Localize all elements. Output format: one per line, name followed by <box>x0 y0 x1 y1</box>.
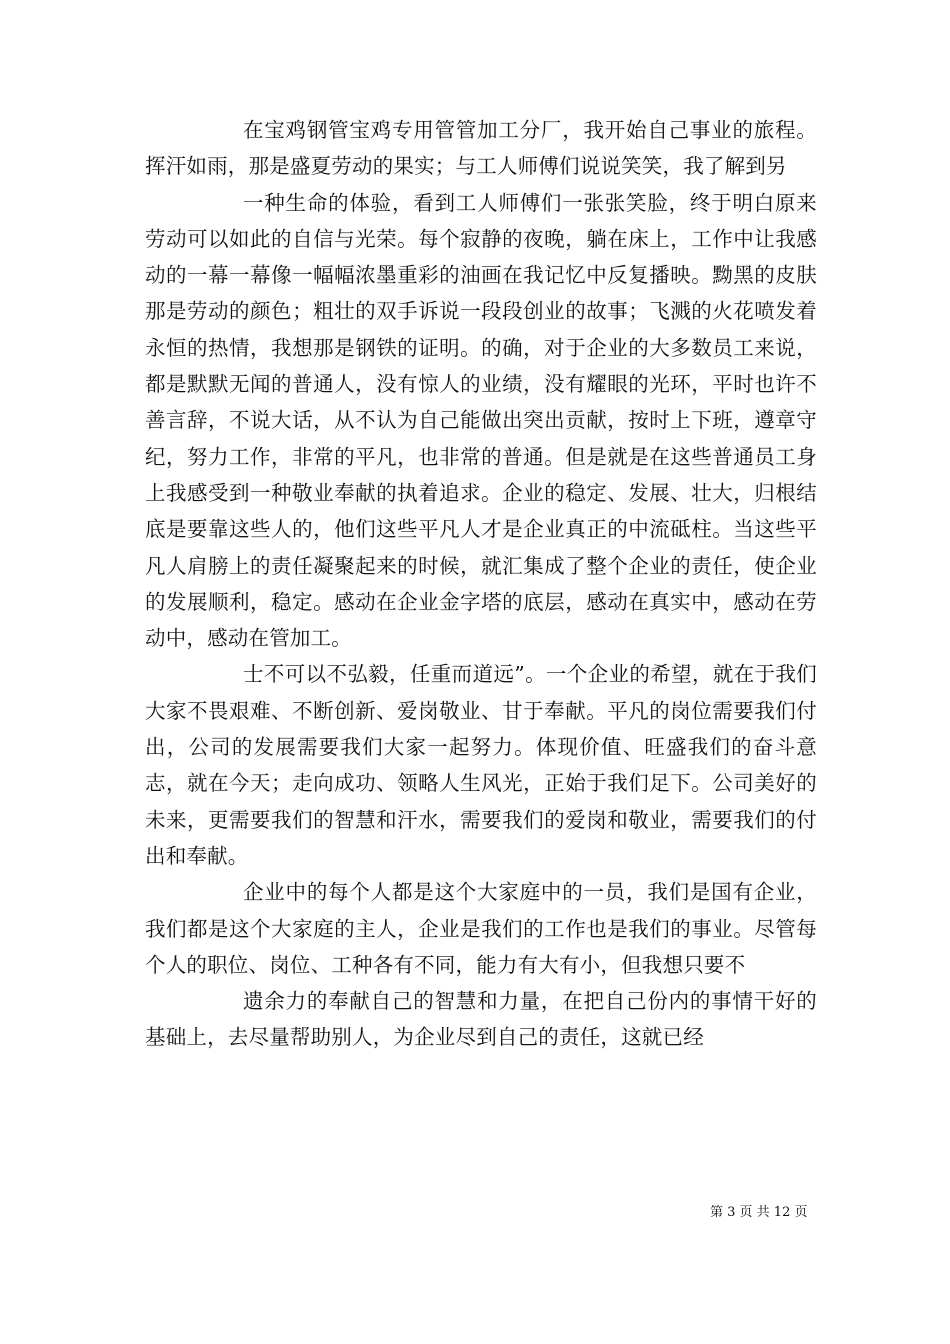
paragraph-2: 一种生命的体验，看到工人师傅们一张张笑脸，终于明白原来劳动可以如此的自信与光荣。每个寂静的夜晚，躺在床上，工作中让我感动的一幕一幕像一幅幅浓墨重彩的油画在我记忆中反复播映。黝黑的皮肤那是劳动的颜色；粗壮的双手诉说一段段创业的故事；飞溅的火花喷发着永恒的热情，我想那是钢铁的证明。的确，对于企业的大多数员工来说，都是默默无闻的普通人，没有惊人的业绩，没有耀眼的光环，平时也许不善言辞，不说大话，从不认为自己能做出突出贡献，按时上下班，遵章守纪，努力工作，非常的平凡，也非常的普通。但是就是在这些普通员工身上我感受到一种敬业奉献的执着追求。企业的稳定、发展、壮大，归根结底是要靠这些人的，他们这些平凡人才是企业真正的中流砥柱。当这些平凡人肩膀上的责任凝聚起来的时候，就汇集成了整个企业的责任，使企业的发展顺利，稳定。感动在企业金字塔的底层，感动在真实中，感动在劳动中，感动在管加工。 <box>145 190 817 651</box>
paragraph-1: 在宝鸡钢管宝鸡专用管管加工分厂，我开始自己事业的旅程。挥汗如雨，那是盛夏劳动的果实；与工人师傅们说说笑笑，我了解到另 <box>145 118 817 179</box>
page-number-footer: 第 3 页 共 12 页 <box>710 1205 808 1220</box>
document-body <box>145 112 817 1056</box>
paragraph-3: 士不可以不弘毅，任重而道远”。一个企业的希望，就在于我们大家不畏艰难、不断创新、爱岗敬业、甘于奉献。平凡的岗位需要我们付出，公司的发展需要我们大家一起努力。体现价值、旺盛我们的奋斗意志，就在今天；走向成功、领略人生风光，正始于我们足下。公司美好的未来，更需要我们的智慧和汗水，需要我们的爱岗和敬业，需要我们的付出和奉献。 <box>145 662 817 868</box>
paragraph-4: 企业中的每个人都是这个大家庭中的一员，我们是国有企业，我们都是这个大家庭的主人，企业是我们的工作也是我们的事业。尽管每个人的职位、岗位、工种各有不同，能力有大有小，但我想只要不 <box>145 880 817 977</box>
paragraph-5: 遗余力的奉献自己的智慧和力量，在把自己份内的事情干好的基础上，去尽量帮助别人，为企业尽到自己的责任，这就已经 <box>145 989 817 1050</box>
